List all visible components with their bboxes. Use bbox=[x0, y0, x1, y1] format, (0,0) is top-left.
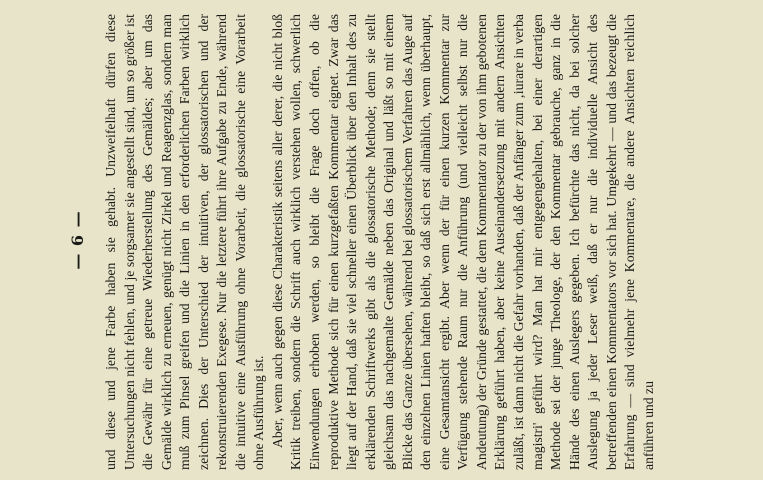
rotated-book-page bbox=[42, 5, 722, 475]
body-text bbox=[102, 14, 658, 470]
page-number: — 6 — bbox=[67, 210, 87, 270]
paragraph-2: Aber, wenn auch gegen diese Charakteristik seitens aller derer, die nicht bloß Kritik treiben, sondern die Schrift auch wirklich verstehen wollen, schwerlich Einwendungen erhoben werden, so bleibt die Frage doch offen, ob die reproduktive Methode sich für einen kurzgefaßten Kommentar eignet. Zwar das liegt auf der Hand, daß sie viel schneller einen Überblick über den Inhalt des zu erklärenden Schriftwerks gibt als die glossatorische Methode; denn sie stellt gleichsam das nachgemalte Gemälde neben das Original und läßt so mit einem Blicke das Ganze übersehen, während bei glossatorischem Verfahren das Auge auf den einzelnen Linien haften bleibt, so daß sich erst allmählich, wenn überhaupt, eine Gesamtansicht ergibt. Aber wenn der für einen kurzen Kommentar zur Verfügung stehende Raum nur die Anführung (und vielleicht selbst nur die Andeutung) der Gründe gestattet, die dem Kommentator zu der von ihm gebotenen Erklärung geführt haben, aber keine Auseinandersetzung mit andern Ansichten zuläßt, ist dann nicht die Gefahr vorhanden, daß der Anfänger zum ‚iurare in verba magistri' geführt wird? Man hat mir entgegengehalten, bei einer derartigen Methode sei der junge Theologe, der den Kommentar gebrauche, ganz in die Hände des einen Auslegers gegeben. Ich befürchte das nicht, da bei solcher Auslegung ja jeder Leser weiß, daß er nur die individuelle Ansicht des betreffenden einen Kommentators vor sich hat. Umgekehrt — und das bezeugt die Erfahrung — sind vielmehr jene Kommentare, die andere Ansichten reichlich anführen und zu bbox=[269, 14, 656, 470]
paragraph-1: und diese und jene Farbe haben sie gehabt. Unzweifelhaft dürfen diese Untersuchungen nicht fehlen, und je sorgsamer sie angestellt sind, um so größer ist die Gewähr für eine getreue Wiederherstellung des Gemäldes; aber um das Gemälde wirklich zu erneuen, genügt nicht Zirkel und Reagenzglas, sondern man muß zum Pinsel greifen und die Linien in den erforderlichen Farben wirklich zeichnen. Dies der Unterschied der intuitiven, der glossatorischen und der rekonstruierenden Exegese. Nur die letztere führt ihre Aufgabe zu Ende, während die intuitive eine Ausführung ohne Vorarbeit, die glossatorische eine Vorarbeit ohne Ausführung ist. bbox=[102, 14, 266, 470]
